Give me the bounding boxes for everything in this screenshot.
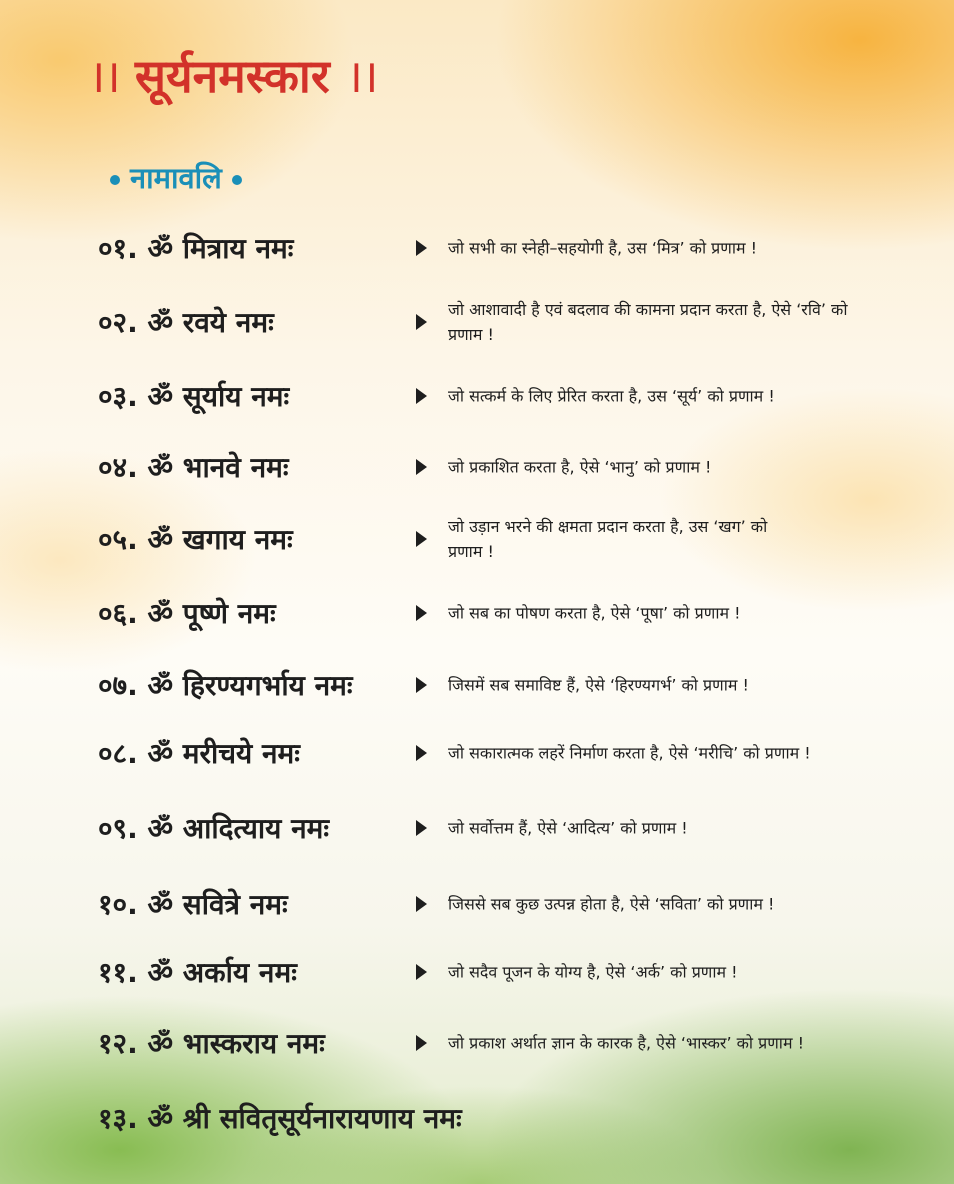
title-bars-right: ।। [345, 49, 377, 103]
mantra-text: १०. ॐ सवित्रे नमः [98, 888, 288, 921]
mantra-text: ०९. ॐ आदित्याय नमः [98, 812, 330, 845]
arrow-right-icon [416, 820, 427, 836]
mantra-text: १२. ॐ भास्कराय नमः [98, 1027, 325, 1060]
mantra-text: ०४. ॐ भानवे नमः [98, 451, 289, 484]
section-heading-text: नामावलि [130, 161, 222, 195]
mantra-text: ०७. ॐ हिरण्यगर्भाय नमः [98, 669, 353, 702]
arrow-right-icon [416, 745, 427, 761]
mantra-text: ११. ॐ अर्काय नमः [98, 956, 297, 989]
meaning-text: जिससे सब कुछ उत्पन्न होता है, ऐसे ‘सविता’ को प्रणाम ! [448, 894, 775, 914]
title-bars-left: ।। [88, 49, 119, 103]
mantra-text: ०८. ॐ मरीचये नमः [98, 737, 300, 770]
meaning-text: जो उड़ान भरने की क्षमता प्रदान करता है, उस ‘खग’ को प्रणाम ! [448, 517, 768, 561]
arrow-right-icon [416, 459, 427, 475]
meaning-text: जिसमें सब समाविष्ट हैं, ऐसे ‘हिरण्यगर्भ’ को प्रणाम ! [448, 675, 749, 695]
arrow-right-icon [416, 240, 427, 256]
meaning-text: जो प्रकाशित करता है, ऐसे ‘भानु’ को प्रणाम ! [448, 457, 712, 477]
mantra-text: १३. ॐ श्री सवितृसूर्यनारायणाय नमः [98, 1102, 462, 1135]
bullet-dot-icon [110, 175, 120, 185]
arrow-right-icon [416, 964, 427, 980]
meaning-text: जो प्रकाश अर्थात ज्ञान के कारक है, ऐसे ‘भास्कर’ को प्रणाम ! [448, 1033, 805, 1053]
meaning-text: जो सदैव पूजन के योग्य है, ऐसे ‘अर्क’ को प्रणाम ! [448, 962, 738, 982]
arrow-right-icon [416, 314, 427, 330]
meaning-text: जो सब का पोषण करता है, ऐसे ‘पूषा’ को प्रणाम ! [448, 603, 741, 623]
meaning-text: जो सत्कर्म के लिए प्रेरित करता है, उस ‘सूर्य’ को प्रणाम ! [448, 386, 775, 406]
arrow-right-icon [416, 677, 427, 693]
arrow-right-icon [416, 1035, 427, 1051]
arrow-right-icon [416, 388, 427, 404]
meaning-text: जो आशावादी है एवं बदलाव की कामना प्रदान करता है, ऐसे ‘रवि’ को प्रणाम ! [448, 300, 848, 344]
mantra-text: ०१. ॐ मित्राय नमः [98, 232, 294, 265]
title-text: सूर्यनमस्कार [134, 49, 330, 103]
mantra-text: ०५. ॐ खगाय नमः [98, 523, 293, 556]
arrow-right-icon [416, 531, 427, 547]
page-title [88, 44, 377, 106]
meaning-text: जो सर्वोत्तम हैं, ऐसे ‘आदित्य’ को प्रणाम ! [448, 818, 688, 838]
arrow-right-icon [416, 605, 427, 621]
arrow-right-icon [416, 896, 427, 912]
meaning-text: जो सकारात्मक लहरें निर्माण करता है, ऐसे ‘मरीचि’ को प्रणाम ! [448, 743, 811, 763]
bullet-dot-icon [232, 175, 242, 185]
mantra-text: ०३. ॐ सूर्याय नमः [98, 380, 290, 413]
section-heading [100, 158, 252, 197]
mantra-text: ०६. ॐ पूष्णे नमः [98, 597, 276, 630]
mantra-text: ०२. ॐ रवये नमः [98, 306, 274, 339]
meaning-text: जो सभी का स्नेही–सहयोगी है, उस ‘मित्र’ को प्रणाम ! [448, 238, 758, 258]
